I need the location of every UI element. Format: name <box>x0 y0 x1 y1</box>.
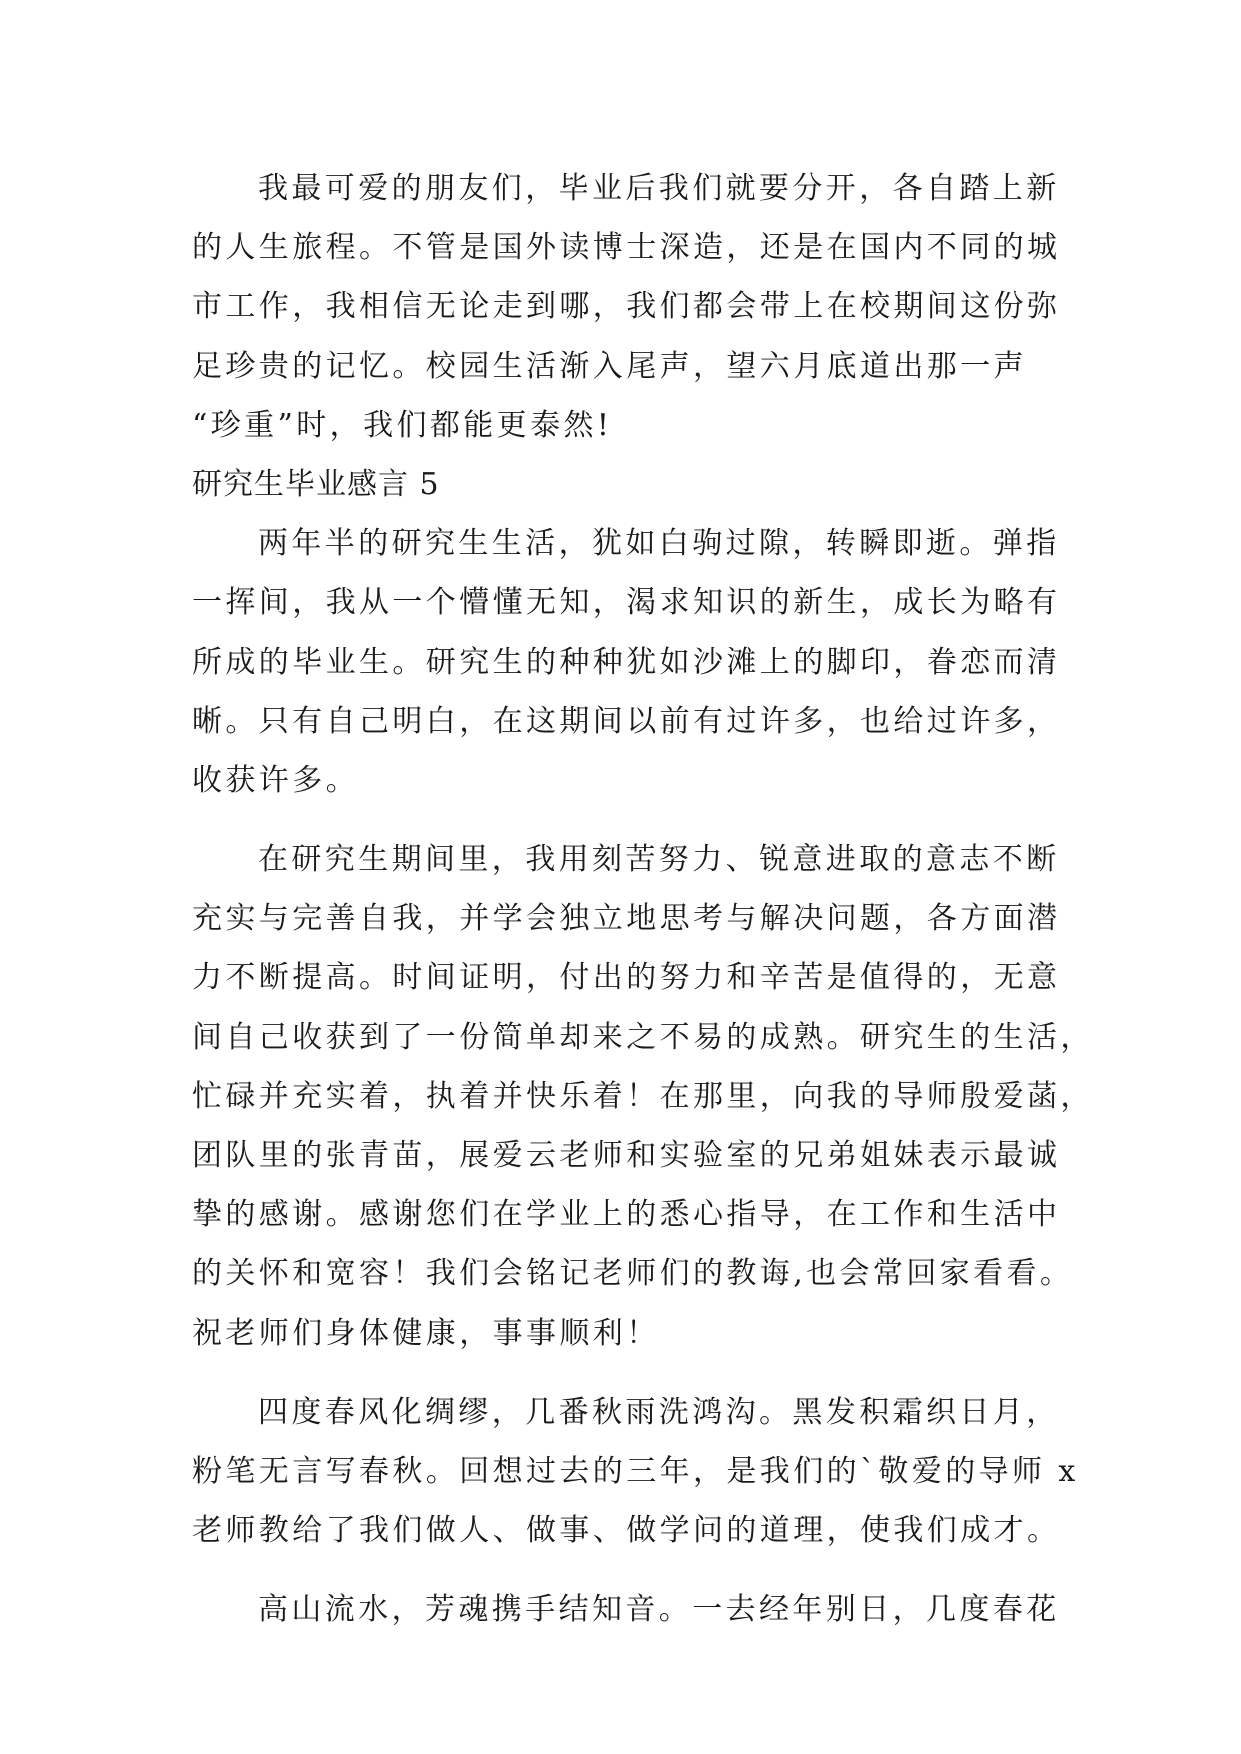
paragraph-gap <box>192 1363 1072 1383</box>
text-line: 高山流水，芳魂携手结知音。一去经年别日，几度春花 <box>258 1592 1060 1628</box>
paragraph-gap <box>192 1560 1072 1580</box>
paragraph-2 <box>192 830 1094 1363</box>
text-line: 在研究生期间里，我用刻苦努力、锐意进取的意志不断 <box>258 842 1060 878</box>
text-line: 收获许多。 <box>192 762 359 798</box>
text-line: 两年半的研究生生活，犹如白驹过隙，转瞬即逝。弹指 <box>258 526 1060 562</box>
paragraph-gap <box>192 810 1072 830</box>
text-line: 一挥间，我从一个懵懂无知，渴求知识的新生，成长为略有 <box>192 585 1061 621</box>
text-line: 老师教给了我们做人、做事、做学问的道理，使我们成才。 <box>192 1513 1061 1549</box>
text-line: “珍重”时，我们都能更泰然! <box>192 407 613 443</box>
text-line: 力不断提高。时间证明，付出的努力和辛苦是值得的，无意 <box>192 960 1061 996</box>
text-line: 足珍贵的记忆。校园生活渐入尾声，望六月底道出那一声 <box>192 348 1027 384</box>
text-line: 晰。只有自己明白，在这期间以前有过许多，也给过许多， <box>192 703 1061 739</box>
text-line: 粉笔无言写春秋。回想过去的三年，是我们的`敬爱的导师 x <box>192 1453 1079 1489</box>
text-line: 所成的毕业生。研究生的种种犹如沙滩上的脚印，眷恋而清 <box>192 644 1061 680</box>
text-line: 充实与完善自我，并学会独立地思考与解决问题，各方面潜 <box>192 901 1061 937</box>
text-line: 我最可爱的朋友们，毕业后我们就要分开，各自踏上新 <box>258 171 1060 206</box>
text-line: 四度春风化绸缪，几番秋雨洗鸿沟。黑发积霜织日月， <box>258 1394 1060 1430</box>
text-line: 挚的感谢。感谢您们在学业上的悉心指导，在工作和生活中 <box>192 1197 1061 1233</box>
text-line: 的人生旅程。不管是国外读博士深造，还是在国内不同的城 <box>192 230 1061 266</box>
section-title: 研究生毕业感言 5 <box>192 466 440 502</box>
text-line: 团队里的张青苗，展爱云老师和实验室的兄弟姐妹表示最诚 <box>192 1138 1061 1173</box>
document-body <box>192 159 1094 1640</box>
text-line: 祝老师们身体健康，事事顺利！ <box>192 1315 660 1351</box>
text-line: 间自己收获到了一份简单却来之不易的成熟。研究生的生活， <box>192 1019 1094 1055</box>
paragraph-3 <box>192 1383 1079 1561</box>
text-line: 市工作，我相信无论走到哪，我们都会带上在校期间这份弥 <box>192 289 1061 325</box>
paragraph-4 <box>192 1580 1072 1639</box>
text-line: 忙碌并充实着，执着并快乐着！在那里，向我的导师殷爱菡， <box>192 1078 1094 1114</box>
intro-paragraph <box>192 159 1072 455</box>
text-line: 的关怀和宽容！我们会铭记老师们的教诲,也会常回家看看。 <box>192 1256 1074 1292</box>
paragraph-1 <box>192 514 1072 810</box>
